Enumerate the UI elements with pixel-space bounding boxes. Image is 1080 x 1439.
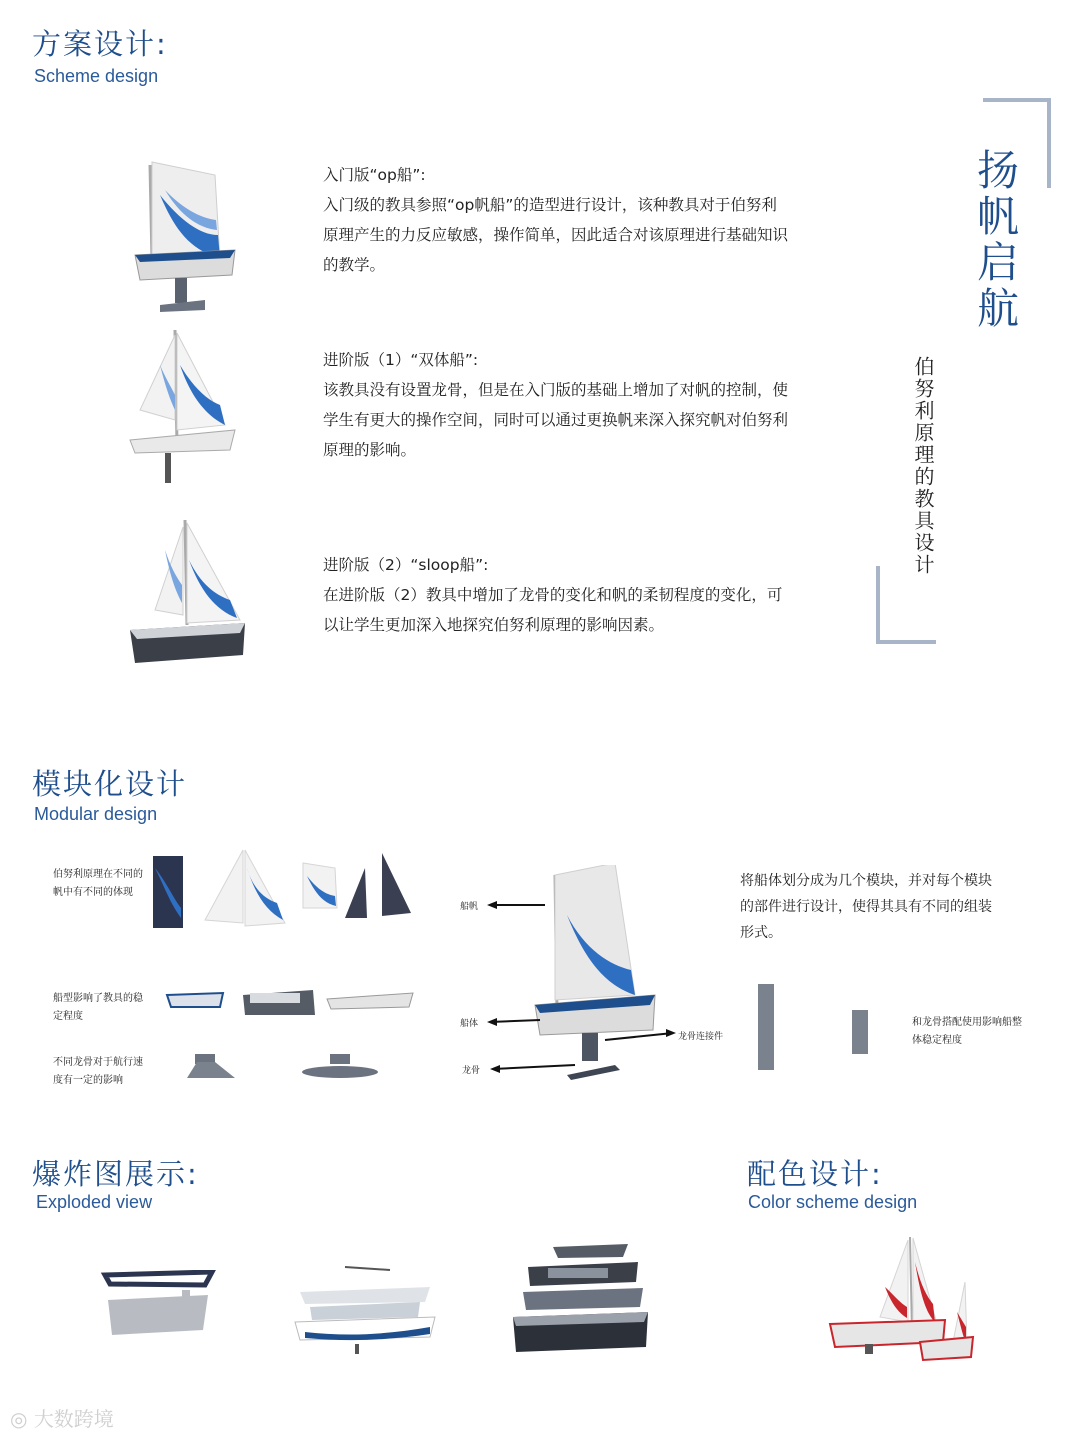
callout-hull: 船体 — [460, 1019, 479, 1029]
side-sub-title: 伯努利原理的教具设计 — [911, 356, 935, 576]
assembled-boat-diagram — [455, 865, 735, 1085]
frame-corner-bottom — [876, 566, 936, 644]
watermark-logo-icon: ◎ — [10, 1407, 28, 1431]
exploded-title: 爆炸图展示: — [32, 1157, 199, 1191]
exploded-op-boat — [100, 1270, 220, 1345]
version-line: 原理的影响。 — [323, 441, 417, 459]
connector-part-short — [852, 1010, 868, 1054]
modular-subtitle: Modular design — [34, 804, 158, 824]
keel-note: 不同龙骨对于航行速度有一定的影响 — [53, 1057, 143, 1086]
exploded-catamaran — [290, 1262, 440, 1357]
catamaran-boat-image — [125, 325, 245, 490]
version-heading: 进阶版（1）“双体船”: — [323, 351, 479, 369]
modular-description — [740, 868, 1030, 946]
op-boat-image — [120, 150, 250, 320]
version-heading: 进阶版（2）“sloop船”: — [323, 556, 489, 574]
modular-desc-line: 形式。 — [740, 925, 782, 941]
exploded-subtitle: Exploded view — [36, 1192, 153, 1212]
modular-desc-line: 将船体划分成为几个模块，并对每个模块 — [740, 873, 992, 889]
callout-keel: 龙骨 — [462, 1066, 481, 1076]
keel-variants-image — [185, 1052, 385, 1082]
watermark — [10, 1403, 114, 1432]
hull-variants-image — [165, 985, 415, 1020]
scheme-title: 方案设计: — [32, 27, 168, 61]
version-line: 在进阶版（2）教具中增加了龙骨的变化和帆的柔韧程度的变化，可 — [323, 586, 783, 604]
version-line: 原理产生的力反应敏感，操作简单，因此适合对该原理进行基础知识 — [323, 226, 789, 244]
connector-part-long — [758, 984, 774, 1070]
version-line: 该教具没有设置龙骨，但是在入门版的基础上增加了对帆的控制，使 — [323, 381, 789, 399]
watermark-text: 大数跨境 — [33, 1407, 114, 1431]
version-line: 的教学。 — [323, 256, 386, 274]
sloop-boat-image — [125, 515, 255, 685]
version-heading: 入门版“op船”: — [323, 166, 426, 184]
scheme-subtitle: Scheme design — [34, 66, 159, 86]
side-main-title: 扬帆启航 — [971, 148, 1020, 332]
exploded-sloop — [508, 1242, 648, 1362]
version-line: 以让学生更加深入地探究伯努利原理的影响因素。 — [323, 616, 665, 634]
modular-title: 模块化设计 — [32, 767, 188, 801]
callout-sail: 船帆 — [460, 902, 479, 912]
hull-note: 船型影响了教具的稳定程度 — [53, 993, 143, 1022]
version-line: 学生有更大的操作空间，同时可以通过更换帆来深入探究帆对伯努利 — [323, 411, 789, 429]
version-line: 入门级的教具参照“op帆船”的造型进行设计，该种教具对于伯努利 — [323, 196, 777, 214]
color-subtitle: Color scheme design — [748, 1192, 918, 1212]
modular-desc-line: 的部件进行设计，使得其具有不同的组装 — [740, 899, 992, 915]
sail-note: 伯努利原理在不同的帆中有不同的体现 — [53, 869, 143, 898]
color-scheme-boats — [825, 1232, 985, 1367]
version-catamaran — [323, 345, 863, 465]
callout-connector: 龙骨连接件 — [678, 1032, 724, 1042]
color-title: 配色设计: — [747, 1157, 883, 1191]
connector-note: 和龙骨搭配使用影响船整体稳定程度 — [912, 1017, 1022, 1046]
sail-variants-image — [145, 848, 415, 938]
version-sloop — [323, 550, 863, 640]
version-op — [323, 160, 863, 280]
